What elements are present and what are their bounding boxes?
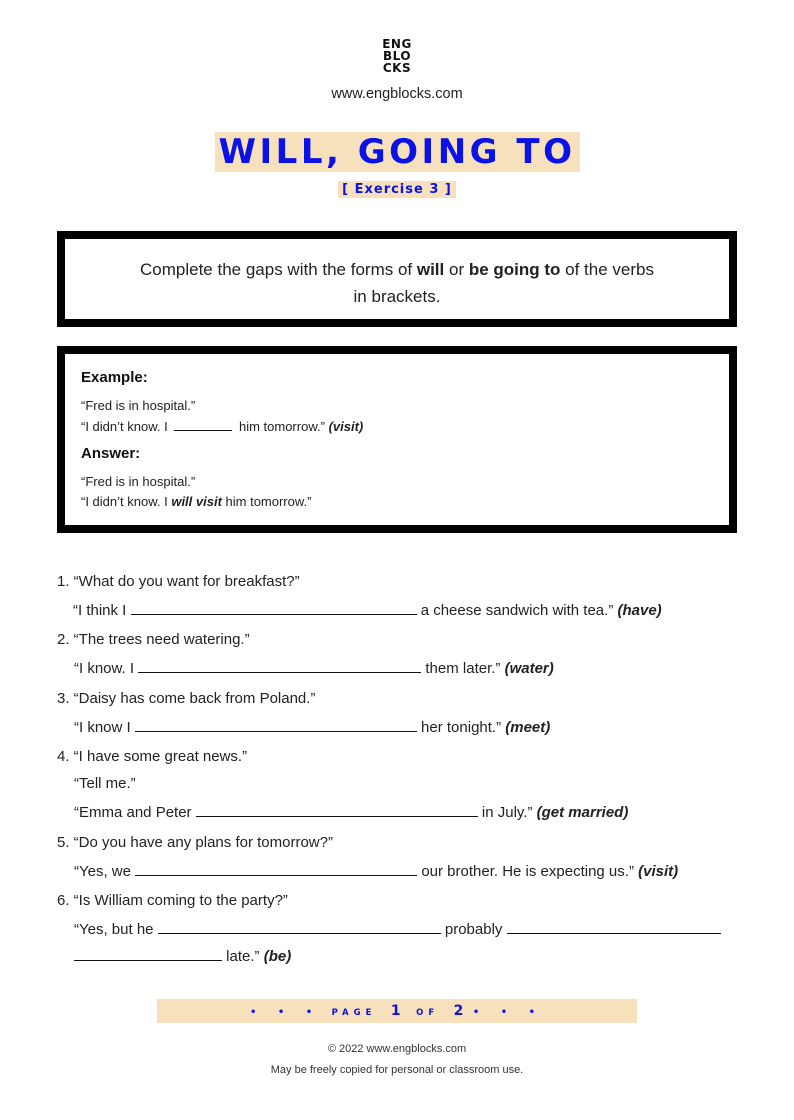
q-text: a cheese sandwich with tea.” bbox=[420, 602, 614, 619]
q-text: “Yes, we bbox=[74, 863, 131, 880]
q-text: in July.” bbox=[481, 804, 533, 821]
answer-blank-6b[interactable] bbox=[507, 919, 721, 934]
answer-text: “I didn’t know. I bbox=[81, 494, 172, 509]
instr-text: Complete the gaps with the forms of bbox=[140, 260, 417, 279]
question-6-line3 bbox=[74, 946, 291, 965]
instr-text: of the verbs in brackets. bbox=[353, 260, 654, 306]
page-current: 1 bbox=[390, 1003, 402, 1019]
q-text: our brother. He is expecting us.” bbox=[421, 863, 634, 880]
dots-right: • • • bbox=[472, 1007, 545, 1018]
answer-blank-2[interactable] bbox=[138, 658, 421, 673]
page-indicator bbox=[157, 999, 637, 1023]
question-4-line1: 4. “I have some great news.” bbox=[57, 748, 248, 765]
question-5-line1: 5. “Do you have any plans for tomorrow?” bbox=[57, 834, 333, 851]
example-gap bbox=[174, 418, 232, 431]
q-text: “Yes, but he bbox=[74, 921, 154, 938]
copyright: © 2022 www.engblocks.com bbox=[327, 1043, 467, 1055]
q-text: “I know I bbox=[74, 719, 131, 736]
answer-heading: Answer: bbox=[81, 445, 141, 462]
q-text: “I know. I bbox=[74, 660, 135, 677]
subtitle-wrap bbox=[0, 180, 794, 198]
answer-blank-4[interactable] bbox=[196, 802, 478, 817]
example-line-2 bbox=[81, 418, 363, 434]
license-note: May be freely copied for personal or classroom use. bbox=[270, 1064, 524, 1076]
question-1-line2 bbox=[73, 600, 662, 619]
site-url: www.engblocks.com bbox=[331, 86, 463, 102]
example-box bbox=[57, 346, 737, 533]
answer-line-2 bbox=[81, 494, 311, 509]
question-4-line3 bbox=[74, 802, 628, 821]
example-text: “I didn’t know. I bbox=[81, 419, 168, 434]
example-text: him tomorrow.” bbox=[238, 419, 325, 434]
answer-blank-3[interactable] bbox=[135, 717, 417, 732]
example-heading: Example: bbox=[81, 369, 148, 386]
answer-blank-6c[interactable] bbox=[74, 946, 222, 961]
title-wrap bbox=[0, 132, 794, 172]
engblocks-logo bbox=[0, 38, 794, 74]
of-word: OF bbox=[416, 1008, 440, 1018]
instr-bold-going-to: be going to bbox=[468, 260, 561, 279]
question-5-line2 bbox=[74, 861, 678, 880]
verb-hint: (meet) bbox=[505, 719, 551, 736]
question-6-line2 bbox=[74, 919, 721, 938]
question-2-line1: 2. “The trees need watering.” bbox=[57, 631, 250, 648]
verb-hint: (visit) bbox=[638, 863, 679, 880]
question-3-line1: 3. “Daisy has come back from Poland.” bbox=[57, 690, 316, 707]
verb-hint: (be) bbox=[263, 948, 292, 965]
answer-blank-5[interactable] bbox=[135, 861, 417, 876]
dots-left: • • • bbox=[249, 1007, 322, 1018]
q-text: her tonight.” bbox=[421, 719, 502, 736]
answer-blank-1[interactable] bbox=[131, 600, 417, 615]
question-3-line2 bbox=[74, 717, 550, 736]
example-line-1: “Fred is in hospital.” bbox=[81, 398, 196, 413]
instr-text: or bbox=[444, 260, 469, 279]
instructions-text bbox=[135, 256, 659, 310]
q-text: “Emma and Peter bbox=[74, 804, 192, 821]
answer-text: him tomorrow.” bbox=[221, 494, 312, 509]
question-4-line2: “Tell me.” bbox=[74, 775, 136, 792]
q-text: probably bbox=[444, 921, 503, 938]
verb-hint: (water) bbox=[504, 660, 554, 677]
worksheet-title: WILL, GOING TO bbox=[215, 132, 580, 172]
exercise-label: [ Exercise 3 ] bbox=[338, 181, 456, 198]
page-total: 2 bbox=[453, 1003, 465, 1019]
question-6-line1: 6. “Is William coming to the party?” bbox=[57, 892, 288, 909]
logo-line: ENG bbox=[382, 37, 412, 51]
verb-hint: (have) bbox=[617, 602, 662, 619]
answer-filled: will visit bbox=[171, 494, 222, 509]
answer-blank-6a[interactable] bbox=[158, 919, 441, 934]
q-text: late.” bbox=[226, 948, 260, 965]
q-text: them later.” bbox=[425, 660, 501, 677]
question-2-line2 bbox=[74, 658, 554, 677]
instructions-box bbox=[57, 231, 737, 327]
answer-line-1: “Fred is in hospital.” bbox=[81, 474, 196, 489]
q-text: “I think I bbox=[73, 602, 127, 619]
page-word: PAGE bbox=[331, 1008, 377, 1018]
question-1-line1: 1. “What do you want for breakfast?” bbox=[57, 573, 300, 590]
logo-line: BLO bbox=[382, 49, 412, 63]
example-verb: (visit) bbox=[328, 419, 364, 434]
instr-bold-will: will bbox=[416, 260, 445, 279]
verb-hint: (get married) bbox=[536, 804, 629, 821]
logo-line: CKS bbox=[382, 61, 412, 75]
